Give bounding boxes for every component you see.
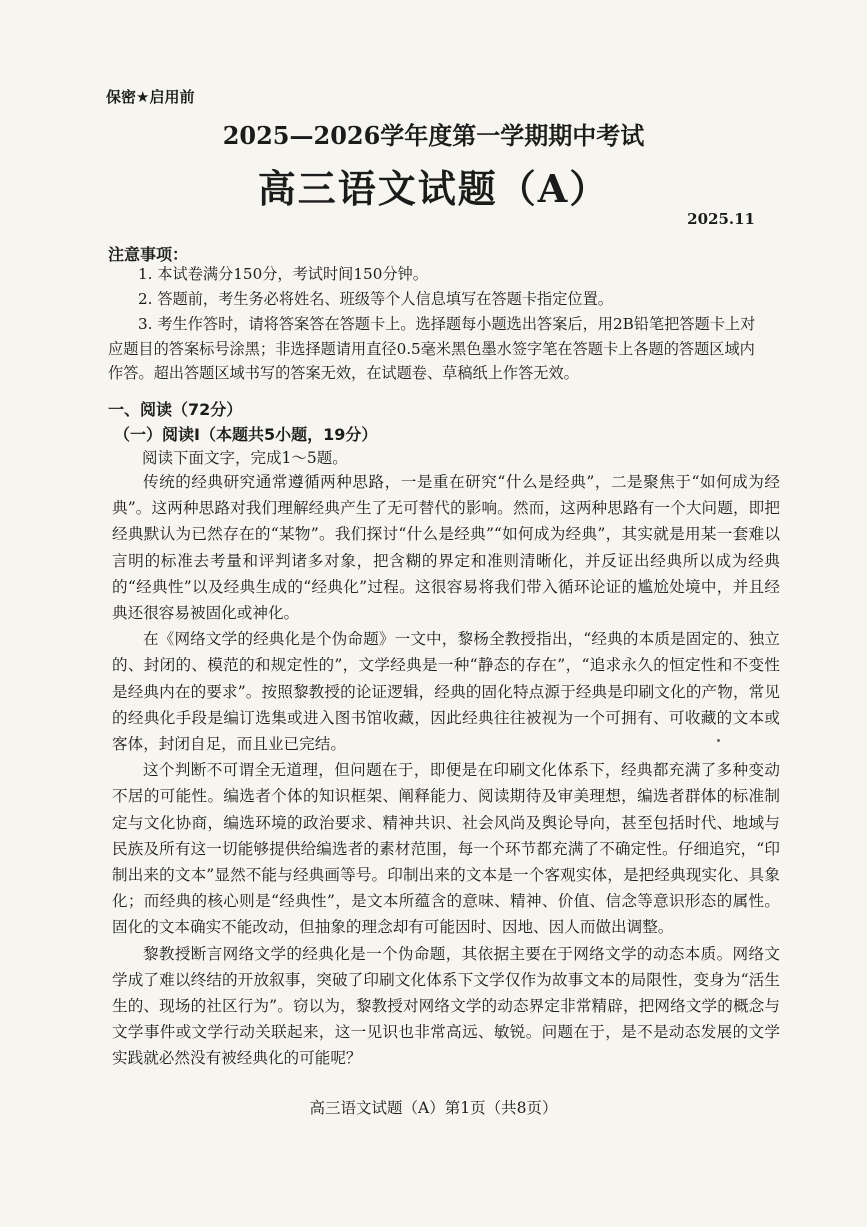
exam-title: 2025—2026学年度第一学期期中考试	[222, 121, 645, 150]
passage-paragraph: 黎教授断言网络文学的经典化是一个伪命题，其依据主要在于网络文学的动态本质。网络文学成了难以终结的开放叙事，突破了印刷文化体系下文学仅作为故事文本的局限性，变身为“活生生的、现场的社区行为”。窃以为，黎教授对网络文学的动态界定非常精辟，把网络文学的概念与文学事件或文学行动关联起来，这一见识也非常高远、敏锐。问题在于，是不是动态发展的文学实践就必然没有被经典化的可能呢？	[112, 944, 780, 1068]
sub-heading: （一）阅读Ⅰ（本题共5小题，19分）	[114, 425, 378, 444]
passage-paragraph: 在《网络文学的经典化是个伪命题》一文中，黎杨全教授指出，“经典的本质是固定的、独立的、封闭的、模范的和规定性的”，文学经典是一种“静态的存在”，“追求永久的恒定性和不变性是经典内在的要求”。按照黎教授的论证逻辑，经典的固化特点源于经典是印刷文化的产物，常见的经典化手段是编订选集或进入图书馆收藏，因此经典往往被视为一个可拥有、可收藏的文本或客体，封闭自足，而且业已完结。	[112, 630, 780, 754]
page-title: 高三语文试题（A）	[257, 166, 610, 211]
passage-paragraph: 传统的经典研究通常遵循两种思路，一是重在研究“什么是经典”，二是聚焦于“如何成为经典”。这两种思路对我们理解经典产生了无可替代的影响。然而，这两种思路有一个大问题，即把经典默认为已然存在的“某物”。我们探讨“什么是经典”“如何成为经典”，其实就是用某一套难以言明的标准去考量和评判诸多对象，把含糊的界定和准则清晰化，并反证出经典所以成为经典的“经典性”以及经典生成的“经典化”过程。这很容易将我们带入循环论证的尴尬处境中，并且经典还很容易被固化或神化。	[112, 473, 780, 623]
notes-heading: 注意事项：	[108, 245, 189, 264]
part-heading: 一、阅读（72分）	[108, 400, 243, 419]
confidential-label: 保密★启用前	[106, 88, 195, 106]
reading-passage	[112, 469, 780, 1072]
note-item: 2. 答题前，考生务必将姓名、班级等个人信息填写在答题卡指定位置。	[138, 290, 613, 308]
page-footer: 高三语文试题（A）第1页（共8页）	[309, 1099, 558, 1117]
passage-paragraph: 这个判断不可谓全无道理，但问题在于，即便是在印刷文化体系下，经典都充满了多种变动不居的可能性。编选者个体的知识框架、阐释能力、阅读期待及审美理想，编选者群体的标准制定与文化协商，编选环境的政治要求、精神共识、社会风尚及舆论导向，甚至包括时代、地域与民族及所有这一切能够提供给编选者的素材范围，每一个环节都充满了不确定性。仔细追究，“印制出来的文本”显然不能与经典画等号。印制出来的文本是一个客观实体，是把经典现实化、具象化；而经典的核心则是“经典性”，是文本所蕴含的意味、精神、价值、信念等意识形态的属性。固化的文本确实不能改动，但抽象的理念却有可能因时、因地、因人而做出调整。	[112, 761, 780, 937]
note-item: 3. 考生作答时，请将答案答在答题卡上。选择题每小题选出答案后，用2B铅笔把答题卡上对应题目的答案标号涂黑；非选择题请用直径0.5毫米黑色墨水签字笔在答题卡上各题的答题区域内作答。超出答题区域书写的答案无效，在试题卷、草稿纸上作答无效。	[108, 315, 756, 382]
note-item: 1. 本试卷满分150分，考试时间150分钟。	[138, 265, 428, 283]
exam-date: 2025.11	[687, 210, 755, 228]
reading-instruction: 阅读下面文字，完成1～5题。	[142, 449, 348, 467]
scan-speck	[717, 739, 720, 742]
